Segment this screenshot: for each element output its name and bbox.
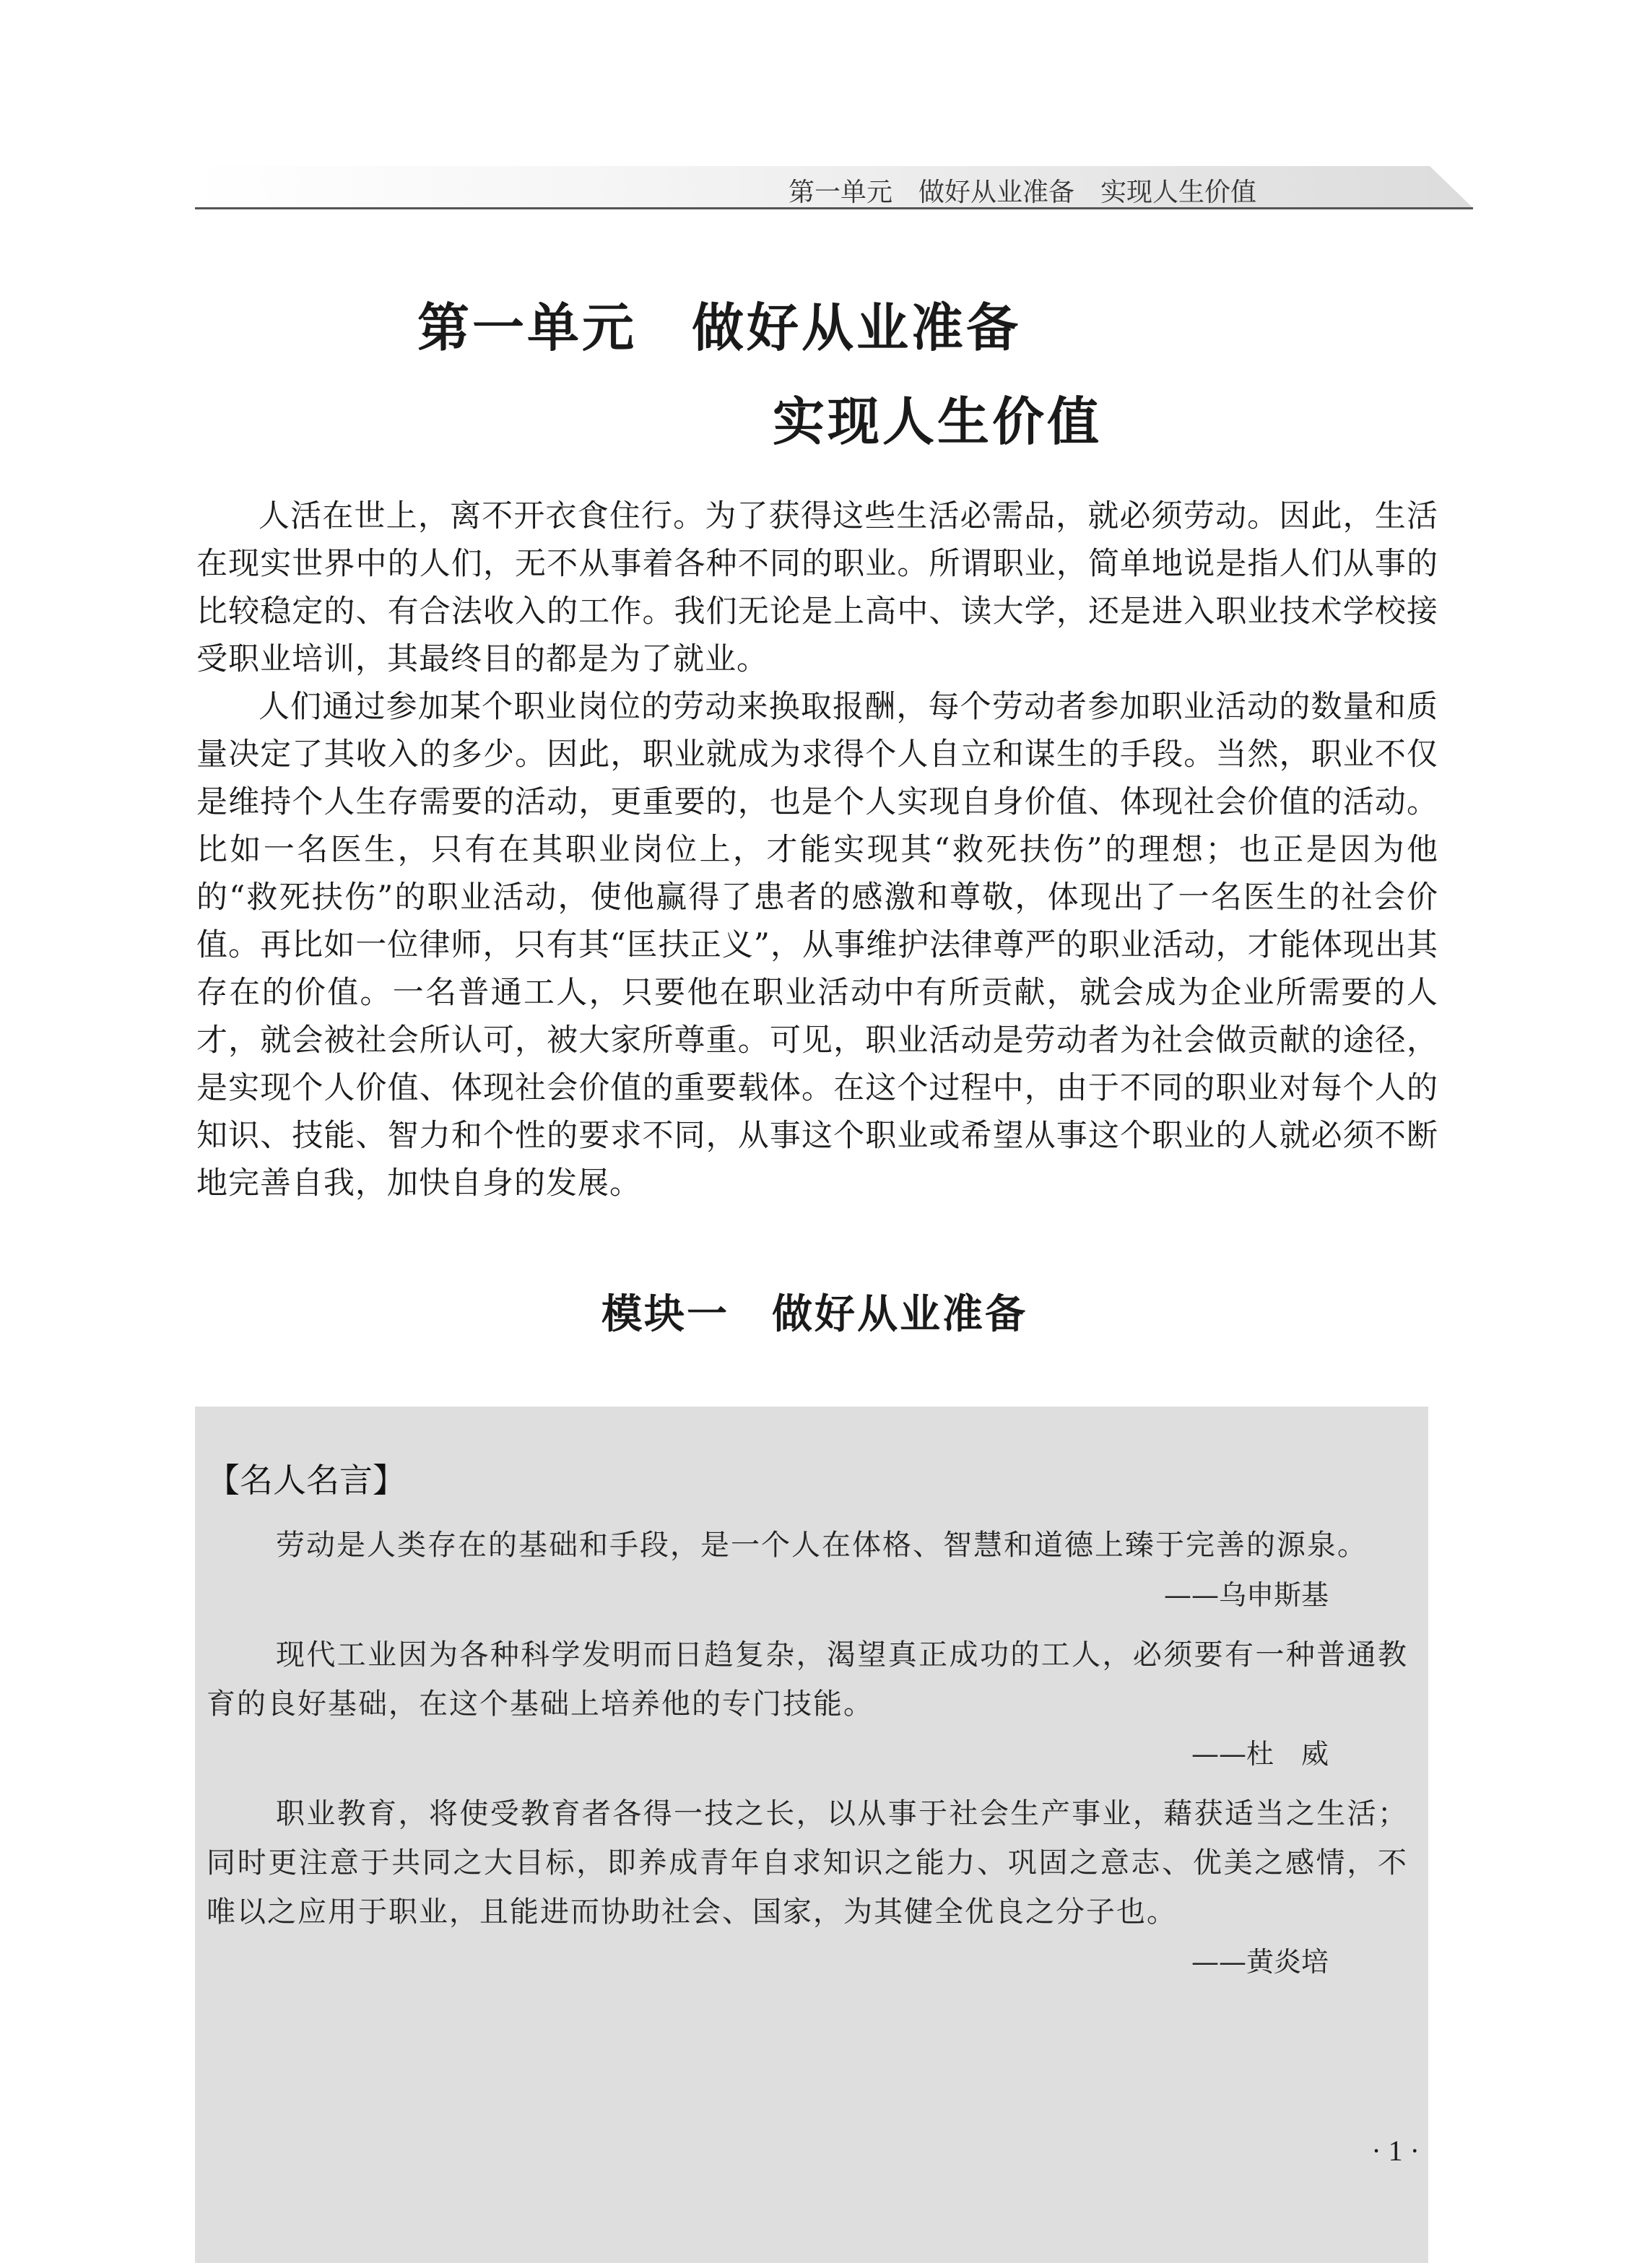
running-header <box>195 166 1473 208</box>
header-rule <box>195 207 1473 209</box>
module-title: 模块一 做好从业准备 <box>601 1290 1028 1338</box>
unit-title-line-2: 实现人生价值 <box>773 391 1103 452</box>
quotes-heading: 【名人名言】 <box>207 1461 406 1500</box>
intro-paragraph: 人活在世上，离不开衣食住行。为了获得这些生活必需品，就必须劳动。因此，生活在现实世界中的人们，无不从事着各种不同的职业。所谓职业，简单地说是指人们从事的比较稳定的、有合法收入的工作。我们无论是上高中、读大学，还是进入职业技术学校接受职业培训，其最终目的都是为了就业。 <box>196 498 1438 677</box>
intro-text <box>196 492 1438 1207</box>
quote-author: ——杜 威 <box>1191 1738 1329 1770</box>
unit-title-line-1: 第一单元 做好从业准备 <box>417 297 1022 358</box>
quote-text: 劳动是人类存在的基础和手段，是一个人在体格、智慧和道德上臻于完善的源泉。 <box>276 1529 1368 1562</box>
quote-text: 现代工业因为各种科学发明而日趋复杂，渴望真正成功的工人，必须要有一种普通教育的良好基础，在这个基础上培养他的专门技能。 <box>207 1638 1408 1721</box>
running-header-text: 第一单元 做好从业准备 实现人生价值 <box>788 178 1256 207</box>
famous-quotes-box <box>195 1407 1428 2263</box>
page-number: · 1 · <box>1371 2134 1420 2167</box>
quote-author: ——黄炎培 <box>1191 1946 1329 1978</box>
intro-paragraph: 人们通过参加某个职业岗位的劳动来换取报酬，每个劳动者参加职业活动的数量和质量决定了其收入的多少。因此，职业就成为求得个人自立和谋生的手段。当然，职业不仅是维持个人生存需要的活动，更重要的，也是个人实现自身价值、体现社会价值的活动。比如一名医生，只有在其职业岗位上，才能实现其“救死扶伤”的理想；也正是因为他的“救死扶伤”的职业活动，使他赢得了患者的感激和尊敬，体现出了一名医生的社会价值。再比如一位律师，只有其“匡扶正义”，从事维护法律尊严的职业活动，才能体现出其存在的价值。一名普通工人，只要他在职业活动中有所贡献，就会成为企业所需要的人才，就会被社会所认可，被大家所尊重。可见，职业活动是劳动者为社会做贡献的途径，是实现个人价值、体现社会价值的重要载体。在这个过程中，由于不同的职业对每个人的知识、技能、智力和个性的要求不同，从事这个职业或希望从事这个职业的人就必须不断地完善自我，加快自身的发展。 <box>196 689 1438 1202</box>
quote-author: ——乌申斯基 <box>1163 1579 1329 1611</box>
quote-text: 职业教育，将使受教育者各得一技之长，以从事于社会生产事业，藉获适当之生活；同时更注意于共同之大目标，即养成青年自求知识之能力、巩固之意志、优美之感情，不唯以之应用于职业，且能进而协助社会、国家，为其健全优良之分子也。 <box>207 1797 1408 1929</box>
